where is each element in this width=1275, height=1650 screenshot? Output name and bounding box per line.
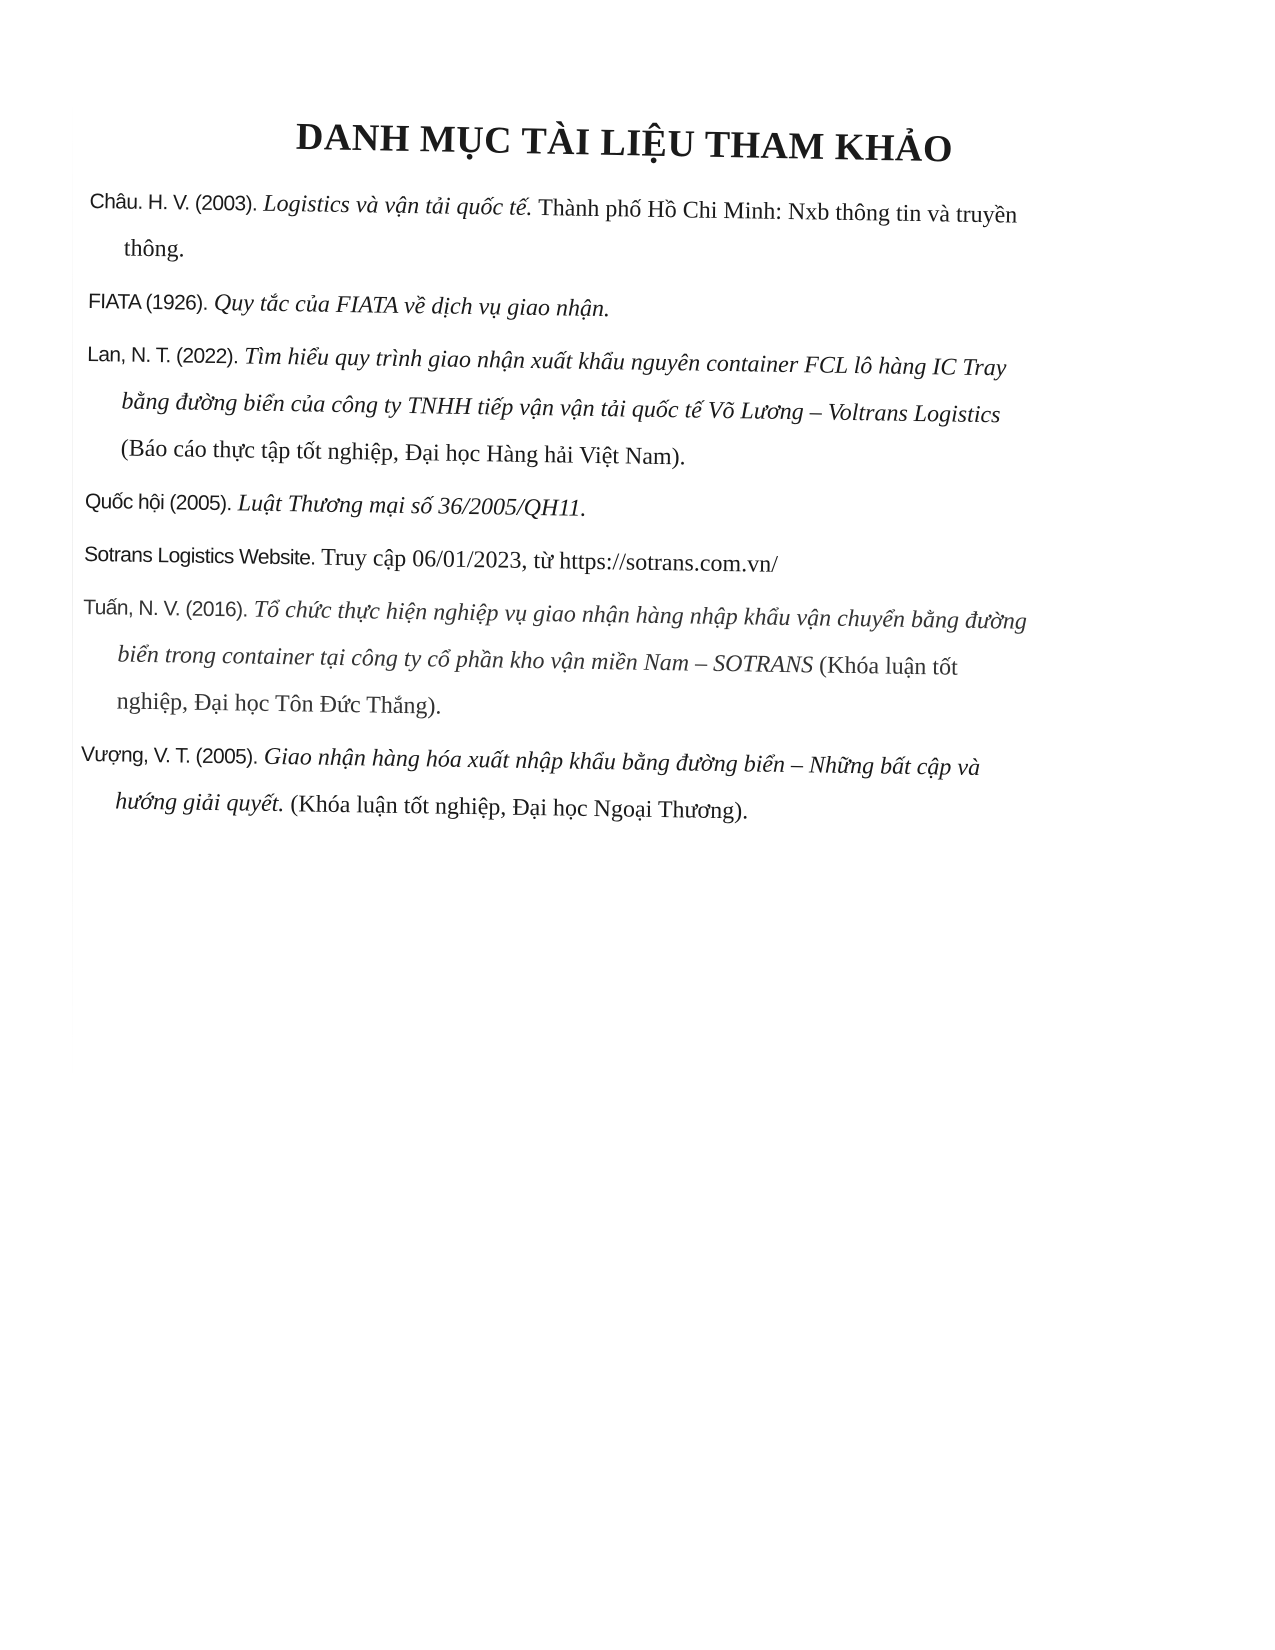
reference-author: Tuấn, N. V. (2016).	[83, 595, 248, 622]
reference-author: Châu. H. V. (2003).	[89, 189, 258, 216]
reference-details: Truy cập 06/01/2023, từ https://sotrans.com.vn/	[320, 544, 779, 578]
reference-details: Thành phố Hồ Chi Minh: Nxb thông tin và truyền thông.	[123, 195, 1018, 263]
page-title: DANH MỤC TÀI LIỆU THAM KHẢO	[295, 115, 954, 171]
reference-item	[89, 178, 1035, 287]
reference-item	[85, 478, 1031, 540]
reference-item	[81, 584, 1028, 740]
reference-author: FIATA (1926).	[87, 289, 209, 315]
reference-item	[84, 531, 1030, 593]
reference-title: Tổ chức thực hiện nghiệp vụ giao nhận hàng nhập khẩu vận chuyển bằng đường biển trong container tại công ty cổ phần kho vận miền Nam – SOTRANS	[117, 596, 1028, 679]
reference-title: Giao nhận hàng hóa xuất nhập khẩu bằng đường biển – Những bất cập và hướng giải quyết.	[115, 743, 981, 818]
reference-title: Tìm hiểu quy trình giao nhận xuất khẩu nguyên container FCL lô hàng IC Tray bằng đường biển của công ty TNHH tiếp vận vận tải quốc tế Võ Lương – Voltrans Logistics	[121, 343, 1007, 429]
reference-list	[80, 178, 1035, 846]
scan-shadow	[72, 90, 73, 1090]
reference-item	[88, 278, 1034, 340]
reference-item	[85, 331, 1032, 487]
reference-author: Vượng, V. T. (2005).	[80, 742, 259, 769]
reference-author: Quốc hội (2005).	[84, 489, 232, 516]
reference-title: Logistics và vận tải quốc tế.	[263, 190, 533, 221]
reference-details: (Báo cáo thực tập tốt nghiệp, Đại học Hàng hải Việt Nam).	[120, 435, 686, 471]
reference-details: (Khóa luận tốt nghiệp, Đại học Tôn Đức Thắng).	[116, 652, 958, 720]
reference-author: Lan, N. T. (2022).	[87, 342, 239, 369]
reference-details: (Khóa luận tốt nghiệp, Đại học Ngoại Thương).	[290, 791, 749, 825]
reference-title: Quy tắc của FIATA về dịch vụ giao nhận.	[213, 289, 611, 323]
reference-item	[80, 731, 1026, 840]
reference-author: Sotrans Logistics Website.	[83, 542, 316, 570]
reference-title: Luật Thương mại số 36/2005/QH11.	[237, 490, 587, 522]
